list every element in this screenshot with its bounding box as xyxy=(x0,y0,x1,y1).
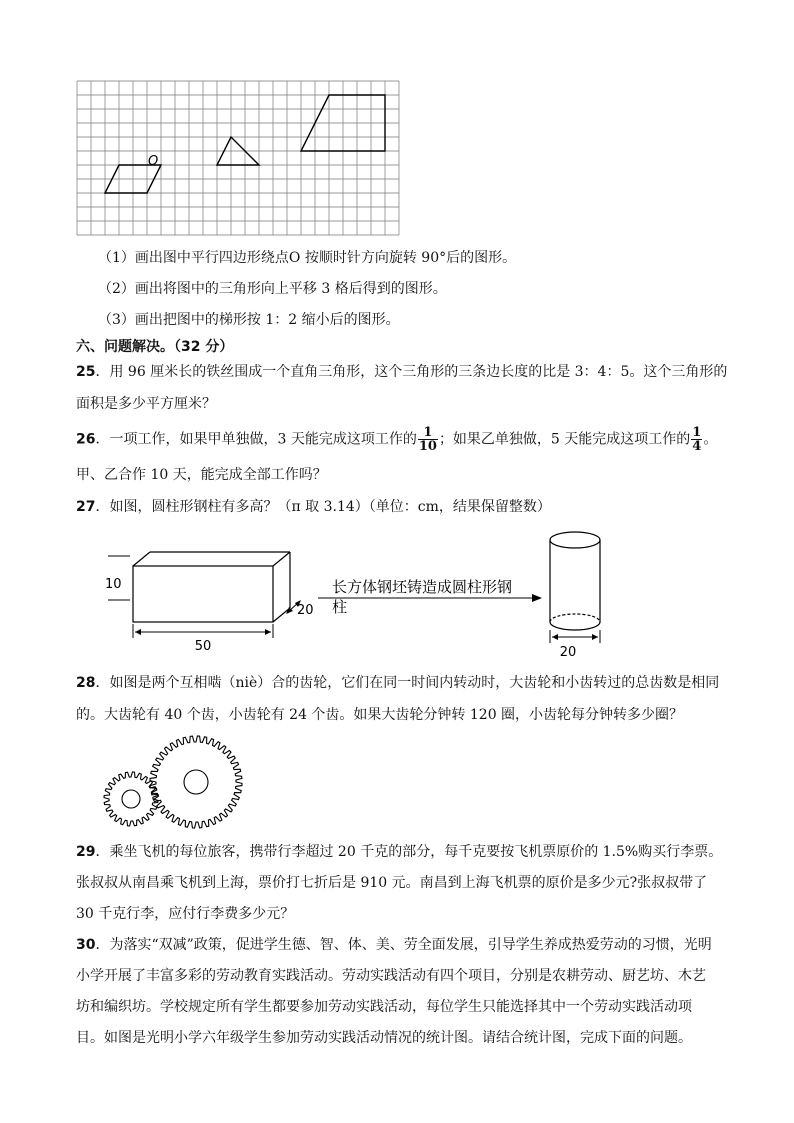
question-26-number: 26 xyxy=(76,431,96,448)
task-1: （1）画出图中平行四边形绕点O 按顺时针方向旋转 90°后的图形。 xyxy=(98,250,517,266)
question-26-line1: 26．一项工作，如果甲单独做，3 天能完成这项工作的 $\frac{1}{10}$ ；如果乙单独做，5 天能完成这项工作的 $\frac{1}{4}$ 。 xyxy=(76,425,718,454)
diameter-label: 20 xyxy=(559,645,577,660)
small-gear-hole xyxy=(122,790,140,808)
width-label: 20 xyxy=(297,603,314,618)
arrow-text-1: 长方体钢坯铸造成圆柱形钢 xyxy=(332,578,513,596)
arrow-text-2: 柱 xyxy=(332,598,348,616)
question-28-line2: 的。大齿轮有 40 个齿，小齿轮有 24 个齿。如果大齿轮分钟转 120 圈，小齿轮每分钟转多少圈？ xyxy=(76,707,684,723)
point-o-label: O xyxy=(148,154,159,169)
question-29-line3: 30 千克行李，应付行李费多少元？ xyxy=(76,906,295,922)
question-30-line2: 小学开展了丰富多彩的劳动教育实践活动。劳动实践活动有四个项目，分别是农耕劳动、厨艺坊、木艺 xyxy=(76,968,706,984)
question-25-number: 25 xyxy=(76,364,96,380)
grid-lines xyxy=(77,81,399,235)
question-25-line1: 25．用 96 厘米长的铁丝围成一个直角三角形，这个三角形的三条边长度的比是 3：4：5。这个三角形的 xyxy=(76,364,728,380)
casting-figure xyxy=(100,528,620,668)
large-gear-hole xyxy=(184,770,208,794)
question-29-number: 29 xyxy=(76,844,96,860)
height-label: 10 xyxy=(105,577,122,592)
question-27-line1: 27．如图，圆柱形钢柱有多高？（π 取 3.14）（单位：cm，结果保留整数） xyxy=(76,499,551,515)
question-27-number: 27 xyxy=(76,499,96,515)
question-30-line4: 目。如图是光明小学六年级学生参加劳动实践活动情况的统计图。请结合统计图，完成下面的问题。 xyxy=(76,1030,692,1046)
task-2: （2）画出将图中的三角形向上平移 3 格后得到的图形。 xyxy=(98,281,447,297)
question-29-line1: 29．乘坐飞机的每位旅客，携带行李超过 20 千克的部分，每千克要按飞机票原价的 1.5%购买行李票。 xyxy=(76,844,723,860)
question-28-line1: 28．如图是两个互相啮（niè）合的齿轮，它们在同一时间内转动时，大齿轮和小齿转过的总齿数是相同 xyxy=(76,675,720,691)
question-25-line2: 面积是多少平方厘米？ xyxy=(76,396,216,412)
fraction-1-4: $\frac{1}{4}$ xyxy=(692,425,702,454)
question-26-line2: 甲、乙合作 10 天，能完成全部工作吗？ xyxy=(76,467,327,483)
question-30-line1: 30．为落实“双减”政策，促进学生德、智、体、美、劳全面发展，引导学生养成热爱劳动的习惯，光明 xyxy=(76,937,712,953)
fraction-1-10: $\frac{1}{10}$ xyxy=(418,425,437,454)
question-29-line2: 张叔叔从南昌乘飞机到上海，票价打七折后是 910 元。南昌到上海飞机票的原价是多少元?张叔叔带了 xyxy=(76,875,708,891)
grid-figure xyxy=(76,80,402,238)
task-3: （3）画出把图中的梯形按 1：2 缩小后的图形。 xyxy=(98,312,400,328)
section-title: 六、问题解决。（32 分） xyxy=(76,339,234,355)
gears-figure xyxy=(100,734,250,842)
question-30-line3: 坊和编织坊。学校规定所有学生都要参加劳动实践活动，每位学生只能选择其中一个劳动实践活动项 xyxy=(76,999,692,1015)
cuboid-shape xyxy=(133,552,290,622)
cylinder-shape xyxy=(550,532,600,630)
length-label: 50 xyxy=(194,639,212,654)
question-28-number: 28 xyxy=(76,675,96,691)
question-30-number: 30 xyxy=(76,937,96,953)
large-gear-icon xyxy=(150,736,242,828)
